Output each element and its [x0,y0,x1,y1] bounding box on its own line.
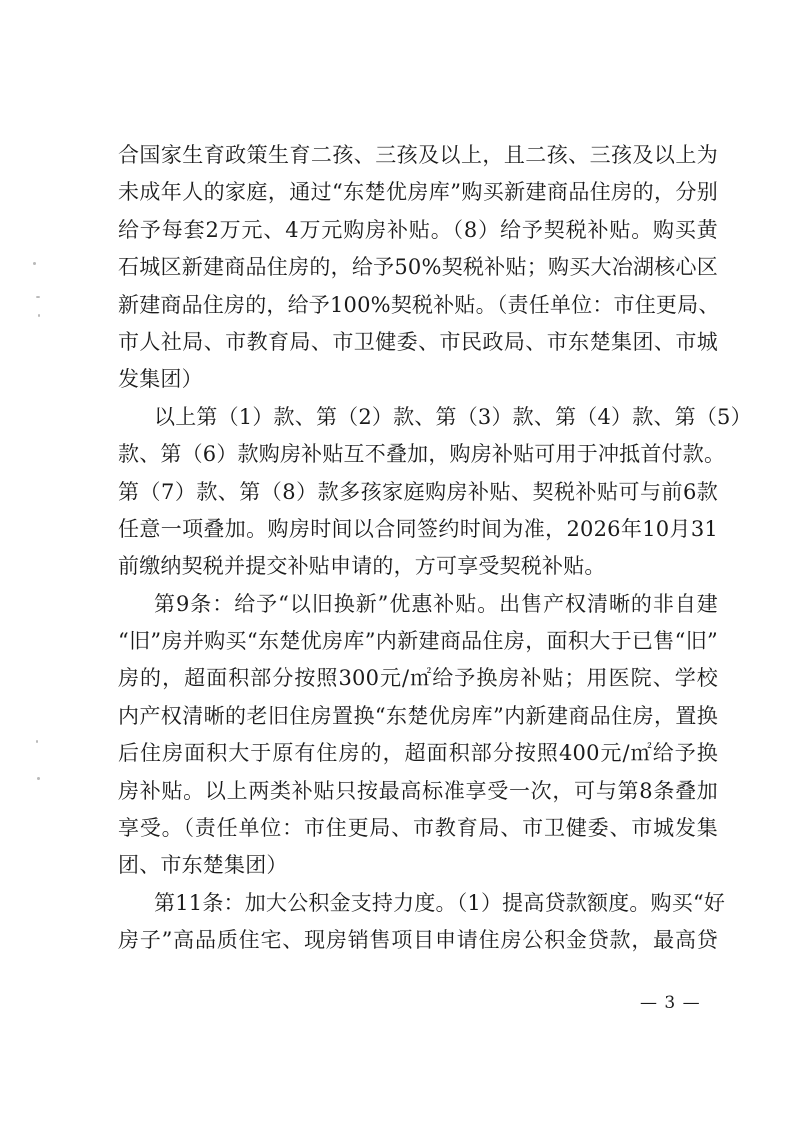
text-line: 内产权清晰的老旧住房置换“东楚优房库”内新建商品住房，置换 [118,703,718,728]
text-line: 市人社局、市教育局、市卫健委、市民政局、市东楚集团、市城 [118,329,718,354]
text-line: 任意一项叠加。购房时间以合同签约时间为准，2026年10月31 [118,516,718,541]
text-line: 享受。（责任单位：市住更局、市教育局、市卫健委、市城发集 [118,816,718,841]
text-line: 新建商品住房的，给予100%契税补贴。（责任单位：市住更局、 [118,292,720,317]
text-line: 发集团） [118,367,203,392]
text-line: 房的，超面积部分按照300元/㎡给予换房补贴；用医院、学校 [118,666,718,691]
text-line: 款、第（6）款购房补贴互不叠加，购房补贴可用于冲抵首付款。 [118,442,726,467]
text-line: 石城区新建商品住房的，给予50%契税补贴；购买大冶湖核心区 [118,255,718,280]
text-line: 房子”高品质住宅、现房销售项目申请住房公积金贷款，最高贷 [118,928,718,953]
text-line: 未成年人的家庭，通过“东楚优房库”购买新建商品住房的，分别 [118,180,718,205]
text-line: “旧”房并购买“东楚优房库”内新建商品住房，面积大于已售“旧” [118,629,718,654]
scan-speck [37,777,40,780]
text-line: 团、市东楚集团） [118,853,288,878]
text-line: 第（7）款、第（8）款多孩家庭购房补贴、契税补贴可与前6款 [118,479,718,504]
page-number: — 3 — [640,993,701,1013]
text-line: 以上第（1）款、第（2）款、第（3）款、第（4）款、第（5） [154,404,752,429]
text-line: 前缴纳契税并提交补贴申请的，方可享受契税补贴。 [118,554,606,579]
text-line: 房补贴。以上两类补贴只按最高标准享受一次，可与第8条叠加 [118,778,718,803]
scan-speck [36,296,40,298]
scan-speck [36,740,38,743]
scan-speck [33,262,36,265]
text-line: 第11条：加大公积金支持力度。（1）提高贷款额度。购买“好 [154,890,726,915]
text-line: 给予每套2万元、4万元购房补贴。（8）给予契税补贴。购买黄 [118,217,718,242]
scan-speck [38,314,40,317]
text-line: 后住房面积大于原有住房的，超面积部分按照400元/㎡给予换 [118,741,718,766]
text-line: 第9条：给予“以旧换新”优惠补贴。出售产权清晰的非自建 [154,591,718,616]
document-body [118,137,752,960]
text-line: 合国家生育政策生育二孩、三孩及以上，且二孩、三孩及以上为 [118,143,718,167]
